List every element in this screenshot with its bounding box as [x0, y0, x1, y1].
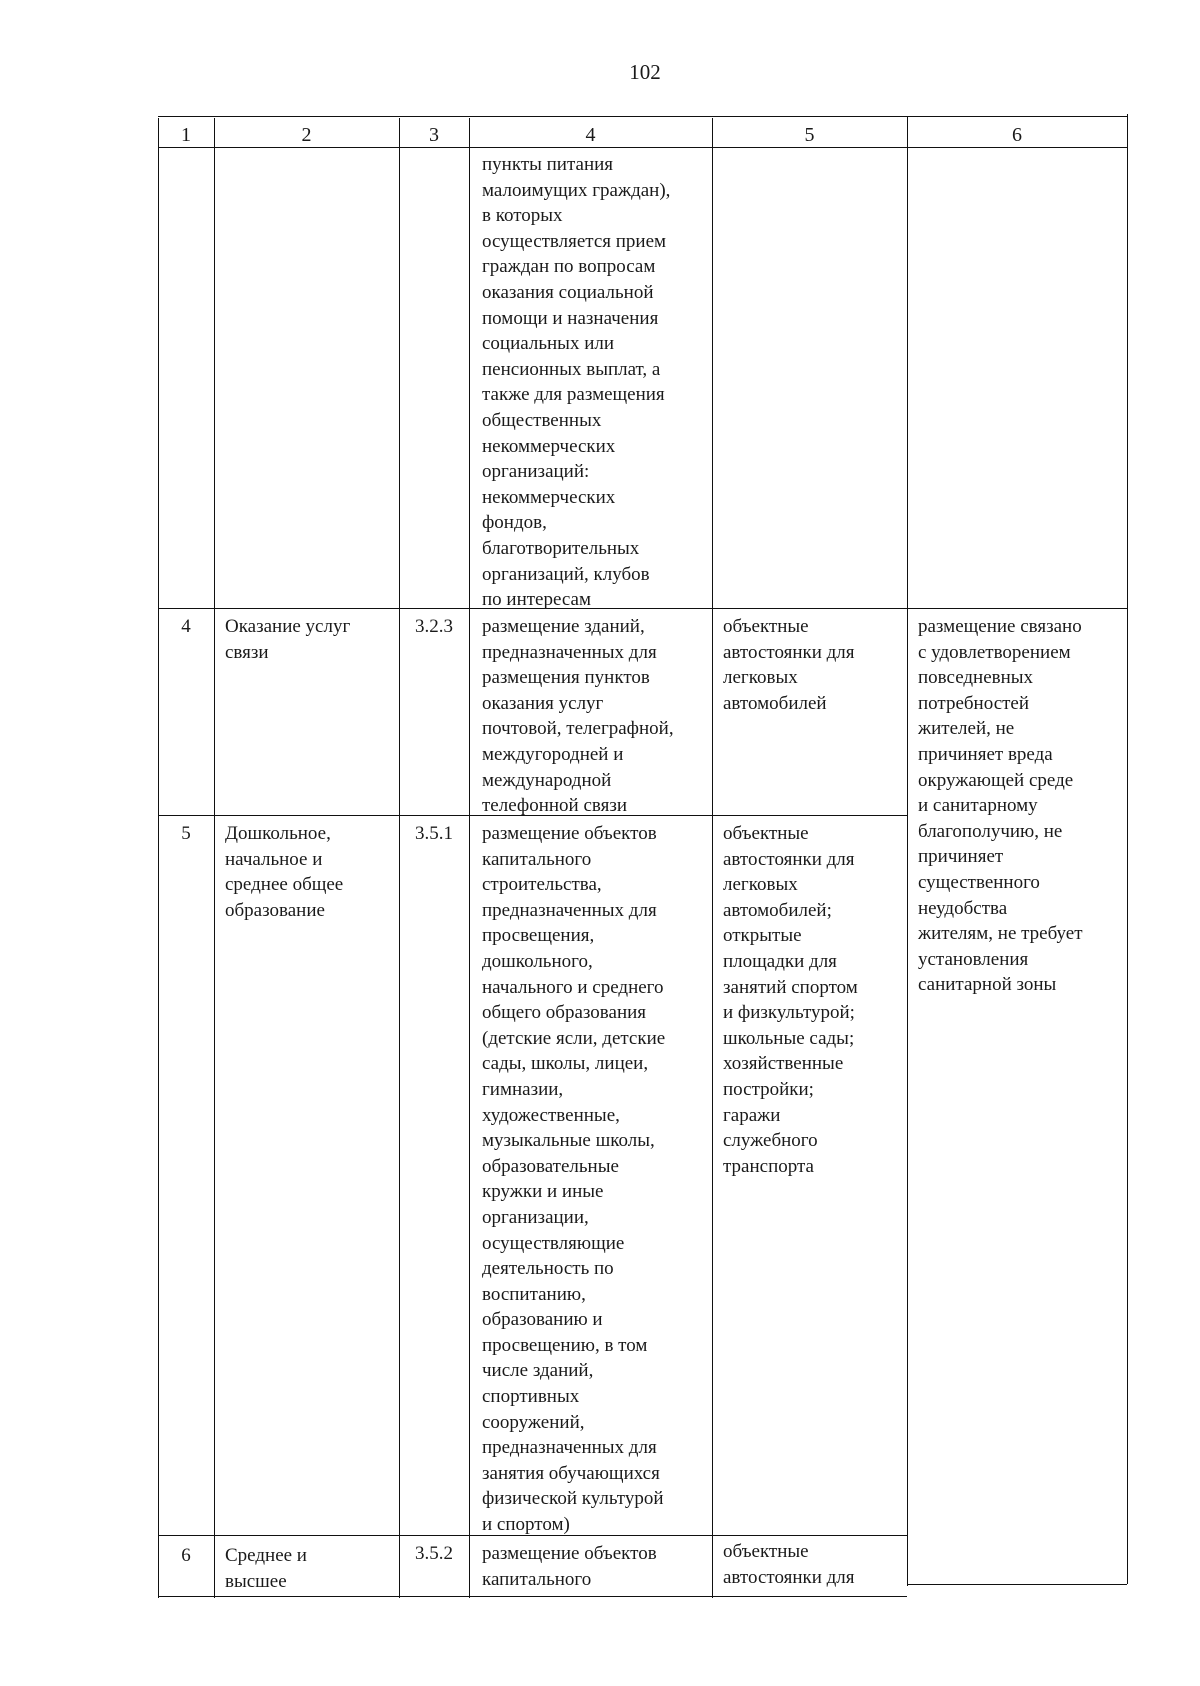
row-6-name: Среднее и высшее [225, 1545, 307, 1592]
row-4-number: 4 [181, 616, 191, 637]
grid-line [907, 1584, 1127, 1585]
grid-line [158, 116, 1127, 117]
row-6-auxiliary: объектные автостоянки для [723, 1541, 855, 1588]
grid-line [158, 118, 159, 1598]
row-5-code: 3.5.1 [415, 823, 453, 844]
grid-line [469, 118, 470, 1598]
row-4-name: Оказание услуг связи [225, 616, 351, 663]
grid-line [158, 147, 1127, 148]
table-row-continuation-description: пункты питания малоимущих граждан), в которых осуществляется прием граждан по вопросам оказания социальной помощи и назначения социальных или пенсионных выплат, а также для размещения общественных некоммерческих организаций: некоммерческих фондов, благотворительных организаций, клубов по интересам [482, 154, 671, 611]
row-5-number: 5 [181, 823, 191, 844]
page-number: 102 [629, 60, 661, 84]
grid-line [712, 118, 713, 1598]
header-cell-6: 6 [1012, 124, 1022, 146]
row-6-number: 6 [181, 1545, 191, 1566]
header-cell-3: 3 [429, 124, 439, 146]
row-5-auxiliary: объектные автостоянки для легковых автомобилей; открытые площадки для занятий спортом и физкультурой; школьные сады; хозяйственные постройки; гаражи служебного транспорта [723, 823, 858, 1177]
row-6-code: 3.5.2 [415, 1543, 453, 1564]
grid-line [907, 116, 908, 1586]
grid-line [158, 1596, 907, 1597]
row-5-description: размещение объектов капитального строительства, предназначенных для просвещения, дошкольного, начального и среднего общего образования (детские ясли, детские сады, школы, лицеи, гимназии, художественные, музыкальные школы, образовательные кружки и иные организации, осуществляющие деятельность по воспитанию, образованию и просвещению, в том числе зданий, спортивных сооружений, предназначенных для занятия обучающихся физической культурой и спортом) [482, 823, 666, 1536]
row-4-auxiliary: объектные автостоянки для легковых автомобилей [723, 616, 855, 714]
row-4-conditions: размещение связано с удовлетворением повседневных потребностей жителей, не причиняет вреда окружающей среде и санитарному благополучию, не причиняет существенного неудобства жителям, не требует установления санитарной зоны [918, 616, 1083, 996]
grid-line [214, 118, 215, 1598]
row-4-code: 3.2.3 [415, 616, 453, 637]
row-4-description: размещение зданий, предназначенных для размещения пунктов оказания услуг почтовой, телеграфной, междугородней и международной телефонной связи [482, 616, 674, 817]
row-6-description: размещение объектов капитального [482, 1543, 657, 1590]
header-cell-5: 5 [804, 124, 815, 146]
grid-line [399, 118, 400, 1598]
header-cell-1: 1 [181, 124, 191, 146]
header-cell-4: 4 [585, 124, 596, 146]
row-5-name: Дошкольное, начальное и среднее общее образование [225, 823, 344, 921]
grid-line [1127, 114, 1128, 1584]
header-cell-2: 2 [301, 124, 312, 146]
